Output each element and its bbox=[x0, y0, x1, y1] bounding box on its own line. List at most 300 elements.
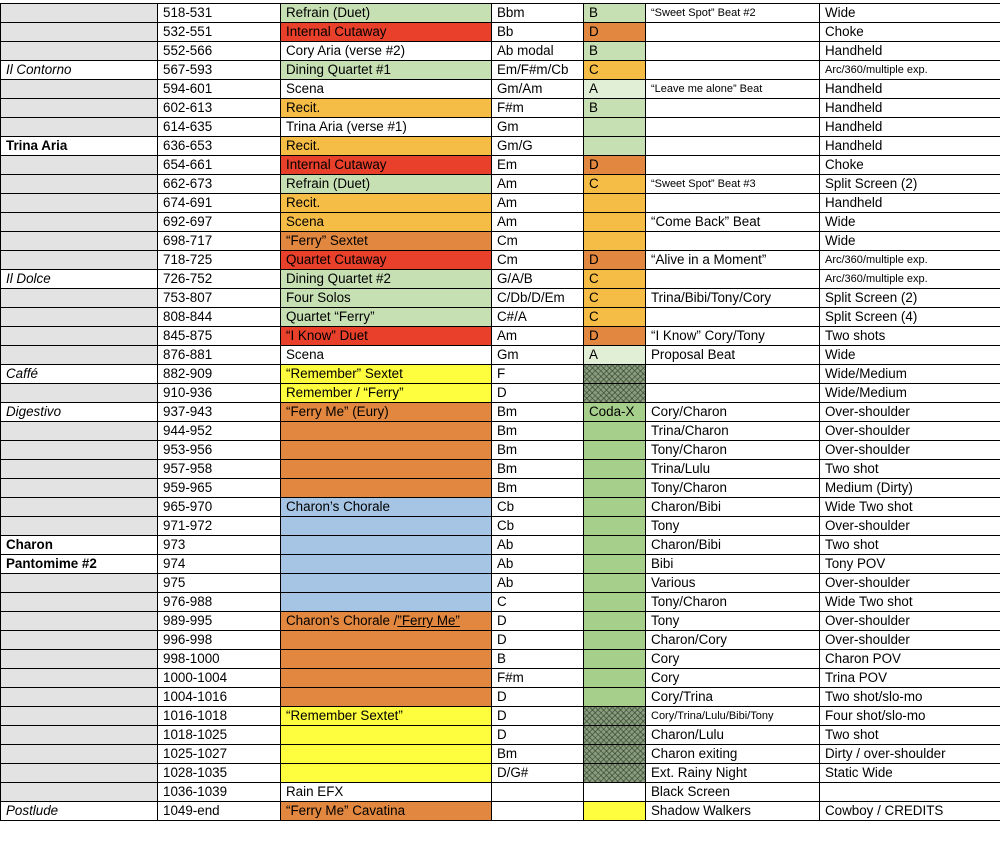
key-cell: Em bbox=[492, 156, 584, 175]
scene-cell: “Ferry Me” Cavatina bbox=[281, 802, 492, 821]
section-label-cell bbox=[1, 23, 158, 42]
key-cell: Am bbox=[492, 194, 584, 213]
key-cell: Ab bbox=[492, 536, 584, 555]
mode-cell: C bbox=[584, 61, 646, 80]
table-row bbox=[1, 99, 1000, 118]
shot-cell: Over-shoulder bbox=[820, 631, 1000, 650]
bars-cell: 971-972 bbox=[158, 517, 281, 536]
section-label-cell bbox=[1, 783, 158, 802]
shot-cell: Two shot bbox=[820, 536, 1000, 555]
shot-cell: Handheld bbox=[820, 42, 1000, 61]
bars-cell: 996-998 bbox=[158, 631, 281, 650]
key-cell bbox=[492, 783, 584, 802]
bars-cell: 808-844 bbox=[158, 308, 281, 327]
shot-cell: Choke bbox=[820, 156, 1000, 175]
key-cell: Cb bbox=[492, 498, 584, 517]
mode-cell: D bbox=[584, 251, 646, 270]
scene-cell bbox=[281, 764, 492, 783]
scene-cell: Refrain (Duet) bbox=[281, 4, 492, 23]
table-row bbox=[1, 137, 1000, 156]
mode-cell bbox=[584, 783, 646, 802]
key-cell: Am bbox=[492, 327, 584, 346]
table-row bbox=[1, 441, 1000, 460]
scene-cell: Rain EFX bbox=[281, 783, 492, 802]
mode-cell: A bbox=[584, 346, 646, 365]
shot-cell: Over-shoulder bbox=[820, 403, 1000, 422]
mode-cell: B bbox=[584, 42, 646, 61]
beat-cell: Charon/Cory bbox=[646, 631, 820, 650]
section-label-cell bbox=[1, 251, 158, 270]
bars-cell: 976-988 bbox=[158, 593, 281, 612]
beat-cell: Tony/Charon bbox=[646, 479, 820, 498]
section-label-cell bbox=[1, 745, 158, 764]
section-label-cell bbox=[1, 80, 158, 99]
scene-cell bbox=[281, 726, 492, 745]
table-row bbox=[1, 498, 1000, 517]
key-cell: Gm/Am bbox=[492, 80, 584, 99]
beat-cell: “Alive in a Moment” bbox=[646, 251, 820, 270]
scene-cell: Dining Quartet #1 bbox=[281, 61, 492, 80]
shot-cell: Four shot/slo-mo bbox=[820, 707, 1000, 726]
mode-cell bbox=[584, 517, 646, 536]
bars-cell: 1018-1025 bbox=[158, 726, 281, 745]
beat-cell: “Sweet Spot” Beat #2 bbox=[646, 4, 820, 23]
key-cell: F#m bbox=[492, 669, 584, 688]
mode-cell: D bbox=[584, 23, 646, 42]
mode-cell: A bbox=[584, 80, 646, 99]
scene-cell bbox=[281, 688, 492, 707]
mode-cell bbox=[584, 422, 646, 441]
key-cell: D/G# bbox=[492, 764, 584, 783]
table-row bbox=[1, 251, 1000, 270]
beat-cell: Cory/Trina bbox=[646, 688, 820, 707]
mode-cell: C bbox=[584, 270, 646, 289]
scene-cell bbox=[281, 555, 492, 574]
bars-cell: 910-936 bbox=[158, 384, 281, 403]
table-row bbox=[1, 213, 1000, 232]
mode-cell bbox=[584, 536, 646, 555]
beat-cell bbox=[646, 23, 820, 42]
key-cell: Ab modal bbox=[492, 42, 584, 61]
table-row bbox=[1, 783, 1000, 802]
bars-cell: 692-697 bbox=[158, 213, 281, 232]
bars-cell: 698-717 bbox=[158, 232, 281, 251]
key-cell: C/Db/D/Em bbox=[492, 289, 584, 308]
section-label-cell bbox=[1, 764, 158, 783]
section-label-cell bbox=[1, 574, 158, 593]
key-cell: D bbox=[492, 384, 584, 403]
key-cell: C bbox=[492, 593, 584, 612]
beat-cell: Shadow Walkers bbox=[646, 802, 820, 821]
key-cell: Bm bbox=[492, 441, 584, 460]
shot-cell: Cowboy / CREDITS bbox=[820, 802, 1000, 821]
bars-cell: 1028-1035 bbox=[158, 764, 281, 783]
shot-cell: Wide bbox=[820, 232, 1000, 251]
beat-cell bbox=[646, 194, 820, 213]
bars-cell: 614-635 bbox=[158, 118, 281, 137]
section-label-cell bbox=[1, 688, 158, 707]
section-label-cell bbox=[1, 726, 158, 745]
bars-cell: 674-691 bbox=[158, 194, 281, 213]
mode-cell bbox=[584, 213, 646, 232]
bars-cell: 974 bbox=[158, 555, 281, 574]
table-row bbox=[1, 156, 1000, 175]
beat-cell: Tony/Charon bbox=[646, 593, 820, 612]
table-row bbox=[1, 61, 1000, 80]
section-label-cell bbox=[1, 99, 158, 118]
mode-cell bbox=[584, 745, 646, 764]
scene-cell: Internal Cutaway bbox=[281, 23, 492, 42]
table-row bbox=[1, 4, 1000, 23]
mode-cell: C bbox=[584, 308, 646, 327]
section-label-cell bbox=[1, 4, 158, 23]
mode-cell: D bbox=[584, 327, 646, 346]
table-body bbox=[1, 4, 1000, 821]
section-label-cell bbox=[1, 42, 158, 61]
table-row bbox=[1, 669, 1000, 688]
beat-cell: Cory/Charon bbox=[646, 403, 820, 422]
table-row bbox=[1, 612, 1000, 631]
beat-cell bbox=[646, 156, 820, 175]
beat-cell bbox=[646, 118, 820, 137]
key-cell: Gm bbox=[492, 346, 584, 365]
scene-cell: Cory Aria (verse #2) bbox=[281, 42, 492, 61]
key-cell: G/A/B bbox=[492, 270, 584, 289]
mode-cell: D bbox=[584, 156, 646, 175]
shot-cell: Static Wide bbox=[820, 764, 1000, 783]
table-row bbox=[1, 23, 1000, 42]
mode-cell bbox=[584, 118, 646, 137]
scene-cell: Remember / “Ferry” bbox=[281, 384, 492, 403]
shot-cell: Two shot bbox=[820, 460, 1000, 479]
beat-cell: Charon exiting bbox=[646, 745, 820, 764]
scene-cell: Charon’s Chorale bbox=[281, 498, 492, 517]
scene-cell bbox=[281, 422, 492, 441]
shot-cell: Handheld bbox=[820, 194, 1000, 213]
table-row bbox=[1, 232, 1000, 251]
section-label-cell: Pantomime #2 bbox=[1, 555, 158, 574]
beat-cell bbox=[646, 99, 820, 118]
bars-cell: 1016-1018 bbox=[158, 707, 281, 726]
key-cell: Am bbox=[492, 175, 584, 194]
beat-cell bbox=[646, 61, 820, 80]
shot-cell: Arc/360/multiple exp. bbox=[820, 270, 1000, 289]
beat-cell: “Come Back” Beat bbox=[646, 213, 820, 232]
table-row bbox=[1, 42, 1000, 61]
mode-cell: B bbox=[584, 4, 646, 23]
shot-cell bbox=[820, 783, 1000, 802]
beat-cell: Trina/Lulu bbox=[646, 460, 820, 479]
section-label-cell bbox=[1, 631, 158, 650]
shot-cell: Wide/Medium bbox=[820, 384, 1000, 403]
key-cell: Bm bbox=[492, 403, 584, 422]
section-label-cell bbox=[1, 517, 158, 536]
key-cell: D bbox=[492, 707, 584, 726]
mode-cell: B bbox=[584, 99, 646, 118]
scene-cell bbox=[281, 612, 492, 631]
section-label-cell bbox=[1, 175, 158, 194]
scene-underlined-text: ”Ferry Me” bbox=[397, 613, 460, 628]
scene-cell bbox=[281, 650, 492, 669]
mode-cell bbox=[584, 498, 646, 517]
bars-cell: 965-970 bbox=[158, 498, 281, 517]
beat-cell: Bibi bbox=[646, 555, 820, 574]
section-label-cell bbox=[1, 441, 158, 460]
beat-cell bbox=[646, 384, 820, 403]
beat-cell bbox=[646, 232, 820, 251]
beat-cell: Tony bbox=[646, 612, 820, 631]
key-cell: Bm bbox=[492, 745, 584, 764]
section-label-cell bbox=[1, 194, 158, 213]
bars-cell: 998-1000 bbox=[158, 650, 281, 669]
scene-cell: Four Solos bbox=[281, 289, 492, 308]
table-row bbox=[1, 707, 1000, 726]
table-row bbox=[1, 726, 1000, 745]
mode-cell bbox=[584, 384, 646, 403]
beat-cell: Cory bbox=[646, 650, 820, 669]
key-cell: Bbm bbox=[492, 4, 584, 23]
section-label-cell bbox=[1, 384, 158, 403]
bars-cell: 975 bbox=[158, 574, 281, 593]
section-label-cell bbox=[1, 460, 158, 479]
bars-cell: 989-995 bbox=[158, 612, 281, 631]
table-row bbox=[1, 555, 1000, 574]
scene-cell: Trina Aria (verse #1) bbox=[281, 118, 492, 137]
bars-cell: 937-943 bbox=[158, 403, 281, 422]
key-cell: F bbox=[492, 365, 584, 384]
mode-cell bbox=[584, 555, 646, 574]
beat-cell bbox=[646, 137, 820, 156]
shot-cell: Handheld bbox=[820, 137, 1000, 156]
mode-cell bbox=[584, 631, 646, 650]
bars-cell: 662-673 bbox=[158, 175, 281, 194]
mode-cell bbox=[584, 460, 646, 479]
bars-cell: 594-601 bbox=[158, 80, 281, 99]
section-label-cell: Charon bbox=[1, 536, 158, 555]
beat-cell: Cory bbox=[646, 669, 820, 688]
table-row bbox=[1, 650, 1000, 669]
shot-cell: Handheld bbox=[820, 99, 1000, 118]
scene-cell bbox=[281, 441, 492, 460]
section-label-cell: Caffé bbox=[1, 365, 158, 384]
scene-cell bbox=[281, 745, 492, 764]
mode-cell bbox=[584, 137, 646, 156]
table-row bbox=[1, 365, 1000, 384]
beat-cell: Ext. Rainy Night bbox=[646, 764, 820, 783]
key-cell: Ab bbox=[492, 555, 584, 574]
table-row bbox=[1, 384, 1000, 403]
scene-cell: Internal Cutaway bbox=[281, 156, 492, 175]
mode-cell bbox=[584, 802, 646, 821]
shot-cell: Tony POV bbox=[820, 555, 1000, 574]
section-label-cell bbox=[1, 232, 158, 251]
mode-cell bbox=[584, 688, 646, 707]
table-row bbox=[1, 688, 1000, 707]
beat-cell: Various bbox=[646, 574, 820, 593]
mode-cell bbox=[584, 574, 646, 593]
bars-cell: 876-881 bbox=[158, 346, 281, 365]
bars-cell: 718-725 bbox=[158, 251, 281, 270]
section-label-cell: Il Contorno bbox=[1, 61, 158, 80]
section-label-cell bbox=[1, 118, 158, 137]
bars-cell: 654-661 bbox=[158, 156, 281, 175]
table-row bbox=[1, 460, 1000, 479]
bars-cell: 1000-1004 bbox=[158, 669, 281, 688]
key-cell: C#/A bbox=[492, 308, 584, 327]
shot-cell: Wide bbox=[820, 4, 1000, 23]
table-row bbox=[1, 346, 1000, 365]
beat-cell bbox=[646, 308, 820, 327]
bars-cell: 567-593 bbox=[158, 61, 281, 80]
beat-cell: Charon/Bibi bbox=[646, 536, 820, 555]
mode-cell: C bbox=[584, 289, 646, 308]
key-cell: Cb bbox=[492, 517, 584, 536]
mode-cell: Coda-X bbox=[584, 403, 646, 422]
bars-cell: 953-956 bbox=[158, 441, 281, 460]
mode-cell bbox=[584, 593, 646, 612]
shot-cell: Over-shoulder bbox=[820, 441, 1000, 460]
bars-cell: 532-551 bbox=[158, 23, 281, 42]
table-row bbox=[1, 593, 1000, 612]
key-cell: Bb bbox=[492, 23, 584, 42]
section-label-cell bbox=[1, 346, 158, 365]
shot-cell: Choke bbox=[820, 23, 1000, 42]
mode-cell bbox=[584, 726, 646, 745]
section-label-cell bbox=[1, 707, 158, 726]
beat-cell: Tony bbox=[646, 517, 820, 536]
section-label-cell bbox=[1, 650, 158, 669]
beat-cell: Trina/Charon bbox=[646, 422, 820, 441]
shot-cell: Two shots bbox=[820, 327, 1000, 346]
section-label-cell bbox=[1, 498, 158, 517]
bars-cell: 753-807 bbox=[158, 289, 281, 308]
shot-cell: Two shot/slo-mo bbox=[820, 688, 1000, 707]
bars-cell: 944-952 bbox=[158, 422, 281, 441]
scene-cell bbox=[281, 593, 492, 612]
mode-cell bbox=[584, 232, 646, 251]
section-label-cell: Postlude bbox=[1, 802, 158, 821]
scene-cell: Dining Quartet #2 bbox=[281, 270, 492, 289]
scene-cell bbox=[281, 631, 492, 650]
scene-cell bbox=[281, 669, 492, 688]
bars-cell: 602-613 bbox=[158, 99, 281, 118]
scene-cell: Scena bbox=[281, 80, 492, 99]
scene-cell bbox=[281, 536, 492, 555]
shot-cell: Dirty / over-shoulder bbox=[820, 745, 1000, 764]
shot-cell: Arc/360/multiple exp. bbox=[820, 251, 1000, 270]
mode-cell bbox=[584, 194, 646, 213]
scene-cell: “Remember” Sextet bbox=[281, 365, 492, 384]
key-cell: D bbox=[492, 688, 584, 707]
section-label-cell bbox=[1, 308, 158, 327]
section-label-cell bbox=[1, 669, 158, 688]
mode-cell bbox=[584, 707, 646, 726]
shot-cell: Charon POV bbox=[820, 650, 1000, 669]
table-row bbox=[1, 327, 1000, 346]
scene-cell: Refrain (Duet) bbox=[281, 175, 492, 194]
table-row bbox=[1, 194, 1000, 213]
shot-cell: Over-shoulder bbox=[820, 517, 1000, 536]
key-cell: Cm bbox=[492, 232, 584, 251]
beat-cell: “Leave me alone” Beat bbox=[646, 80, 820, 99]
scene-cell: “I Know” Duet bbox=[281, 327, 492, 346]
beat-cell: Trina/Bibi/Tony/Cory bbox=[646, 289, 820, 308]
key-cell: Bm bbox=[492, 460, 584, 479]
shot-cell: Over-shoulder bbox=[820, 422, 1000, 441]
section-label-cell bbox=[1, 289, 158, 308]
beat-cell: Tony/Charon bbox=[646, 441, 820, 460]
section-label-cell bbox=[1, 327, 158, 346]
section-label-cell: Trina Aria bbox=[1, 137, 158, 156]
table-row bbox=[1, 631, 1000, 650]
shot-cell: Split Screen (2) bbox=[820, 289, 1000, 308]
shot-cell: Wide bbox=[820, 346, 1000, 365]
table-row bbox=[1, 308, 1000, 327]
beat-cell: “I Know” Cory/Tony bbox=[646, 327, 820, 346]
shot-cell: Over-shoulder bbox=[820, 612, 1000, 631]
bars-cell: 1004-1016 bbox=[158, 688, 281, 707]
beat-cell: Black Screen bbox=[646, 783, 820, 802]
section-label-cell bbox=[1, 612, 158, 631]
mode-cell bbox=[584, 764, 646, 783]
beat-cell bbox=[646, 365, 820, 384]
table-row bbox=[1, 517, 1000, 536]
section-label-cell bbox=[1, 593, 158, 612]
scene-text: Charon’s Chorale / bbox=[286, 613, 398, 628]
table-row bbox=[1, 403, 1000, 422]
beat-cell: Charon/Bibi bbox=[646, 498, 820, 517]
scene-cell: “Ferry” Sextet bbox=[281, 232, 492, 251]
bars-cell: 882-909 bbox=[158, 365, 281, 384]
key-cell: D bbox=[492, 612, 584, 631]
bars-cell: 845-875 bbox=[158, 327, 281, 346]
key-cell: Am bbox=[492, 213, 584, 232]
shot-cell: Medium (Dirty) bbox=[820, 479, 1000, 498]
beat-cell: Proposal Beat bbox=[646, 346, 820, 365]
shot-cell: Wide bbox=[820, 213, 1000, 232]
scene-cell: “Remember Sextet” bbox=[281, 707, 492, 726]
key-cell: F#m bbox=[492, 99, 584, 118]
beat-cell: “Sweet Spot” Beat #3 bbox=[646, 175, 820, 194]
table-row bbox=[1, 574, 1000, 593]
bars-cell: 518-531 bbox=[158, 4, 281, 23]
section-label-cell: Il Dolce bbox=[1, 270, 158, 289]
shot-cell: Handheld bbox=[820, 118, 1000, 137]
key-cell: B bbox=[492, 650, 584, 669]
bars-cell: 1025-1027 bbox=[158, 745, 281, 764]
bars-cell: 959-965 bbox=[158, 479, 281, 498]
mode-cell bbox=[584, 479, 646, 498]
scene-cell: Scena bbox=[281, 213, 492, 232]
key-cell bbox=[492, 802, 584, 821]
shot-cell: Wide Two shot bbox=[820, 498, 1000, 517]
table-row bbox=[1, 289, 1000, 308]
scene-cell bbox=[281, 517, 492, 536]
shot-cell: Trina POV bbox=[820, 669, 1000, 688]
key-cell: Em/F#m/Cb bbox=[492, 61, 584, 80]
table-row bbox=[1, 118, 1000, 137]
mode-cell bbox=[584, 650, 646, 669]
section-label-cell bbox=[1, 156, 158, 175]
scene-cell: Quartet “Ferry” bbox=[281, 308, 492, 327]
table-row bbox=[1, 536, 1000, 555]
key-cell: Bm bbox=[492, 422, 584, 441]
table-row bbox=[1, 270, 1000, 289]
key-cell: Ab bbox=[492, 574, 584, 593]
key-cell: D bbox=[492, 631, 584, 650]
section-label-cell bbox=[1, 479, 158, 498]
scene-breakdown-table bbox=[0, 3, 1000, 821]
